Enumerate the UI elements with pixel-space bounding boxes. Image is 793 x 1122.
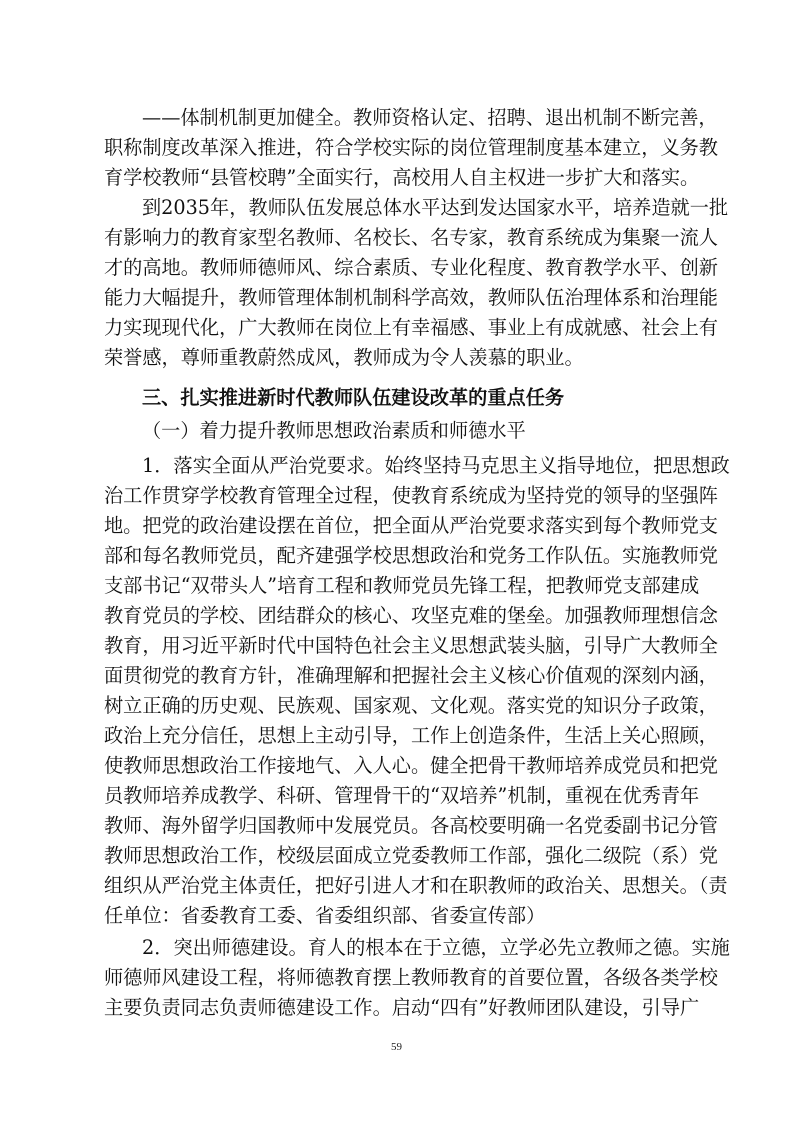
text-line: 2．突出师德建设。育人的根本在于立德，立学必先立教师之德。实施 — [142, 936, 730, 959]
text-line: 支部书记“双带头人”培育工程和教师党员先锋工程，把教师党支部建成 — [104, 574, 700, 597]
text-line: 能力大幅提升，教师管理体制机制科学高效，教师队伍治理体系和治理能 — [104, 286, 718, 309]
text-line: 力实现现代化，广大教师在岗位上有幸福感、事业上有成就感、社会上有 — [104, 316, 718, 339]
text-line: 使教师思想政治工作接地气、入人心。健全把骨干教师培养成党员和把党 — [104, 754, 718, 777]
text-line: 有影响力的教育家型名教师、名校长、名专家，教育系统成为集聚一流人 — [104, 226, 718, 249]
text-line: 职称制度改革深入推进，符合学校实际的岗位管理制度基本建立，义务教 — [104, 136, 718, 159]
text-line: 任单位：省委教育工委、省委组织部、省委宣传部） — [104, 904, 546, 927]
text-line: 教师思想政治工作，校级层面成立党委教师工作部，强化二级院（系）党 — [104, 844, 718, 867]
text-line: 师德师风建设工程，将师德教育摆上教师教育的首要位置，各级各类学校 — [104, 966, 718, 989]
text-line: 到2035年，教师队伍发展总体水平达到发达国家水平，培养造就一批 — [142, 196, 729, 219]
text-line: 育学校教师“县管校聘”全面实行，高校用人自主权进一步扩大和落实。 — [104, 166, 700, 189]
subsection-heading: （一）着力提升教师思想政治素质和师德水平 — [142, 419, 526, 442]
text-line: 教师、海外留学归国教师中发展党员。各高校要明确一名党委副书记分管 — [104, 814, 718, 837]
text-line: 地。把党的政治建设摆在首位，把全面从严治党要求落实到每个教师党支 — [104, 514, 718, 537]
text-line: 1．落实全面从严治党要求。始终坚持马克思主义指导地位，把思想政 — [142, 454, 730, 477]
text-line: 部和每名教师党员，配齐建强学校思想政治和党务工作队伍。实施教师党 — [104, 544, 718, 567]
document-page — [104, 102, 730, 1042]
text-line: 员教师培养成教学、科研、管理骨干的“双培养”机制，重视在优秀青年 — [104, 784, 700, 807]
text-line: 主要负责同志负责师德建设工作。启动“四有”好教师团队建设，引导广 — [104, 996, 700, 1019]
text-line: ——体制机制更加健全。教师资格认定、招聘、退出机制不断完善， — [142, 106, 718, 129]
text-line: 教育党员的学校、团结群众的核心、攻坚克难的堡垒。加强教师理想信念 — [104, 604, 718, 627]
text-line: 组织从严治党主体责任，把好引进人才和在职教师的政治关、思想关。（责 — [104, 874, 728, 897]
text-line: 才的高地。教师师德师风、综合素质、专业化程度、教育教学水平、创新 — [104, 256, 718, 279]
text-line: 面贯彻党的教育方针，准确理解和把握社会主义核心价值观的深刻内涵， — [104, 664, 718, 687]
text-line: 治工作贯穿学校教育管理全过程，使教育系统成为坚持党的领导的坚强阵 — [104, 484, 718, 507]
text-line: 树立正确的历史观、民族观、国家观、文化观。落实党的知识分子政策， — [104, 694, 718, 717]
text-line: 政治上充分信任，思想上主动引导，工作上创造条件，生活上关心照顾， — [104, 724, 718, 747]
section-heading: 三、扎实推进新时代教师队伍建设改革的重点任务 — [142, 386, 565, 409]
page-number: 59 — [391, 1041, 402, 1053]
text-line: 荣誉感，尊师重教蔚然成风，教师成为令人羡慕的职业。 — [104, 346, 584, 369]
text-line: 教育，用习近平新时代中国特色社会主义思想武装头脑，引导广大教师全 — [104, 634, 718, 657]
